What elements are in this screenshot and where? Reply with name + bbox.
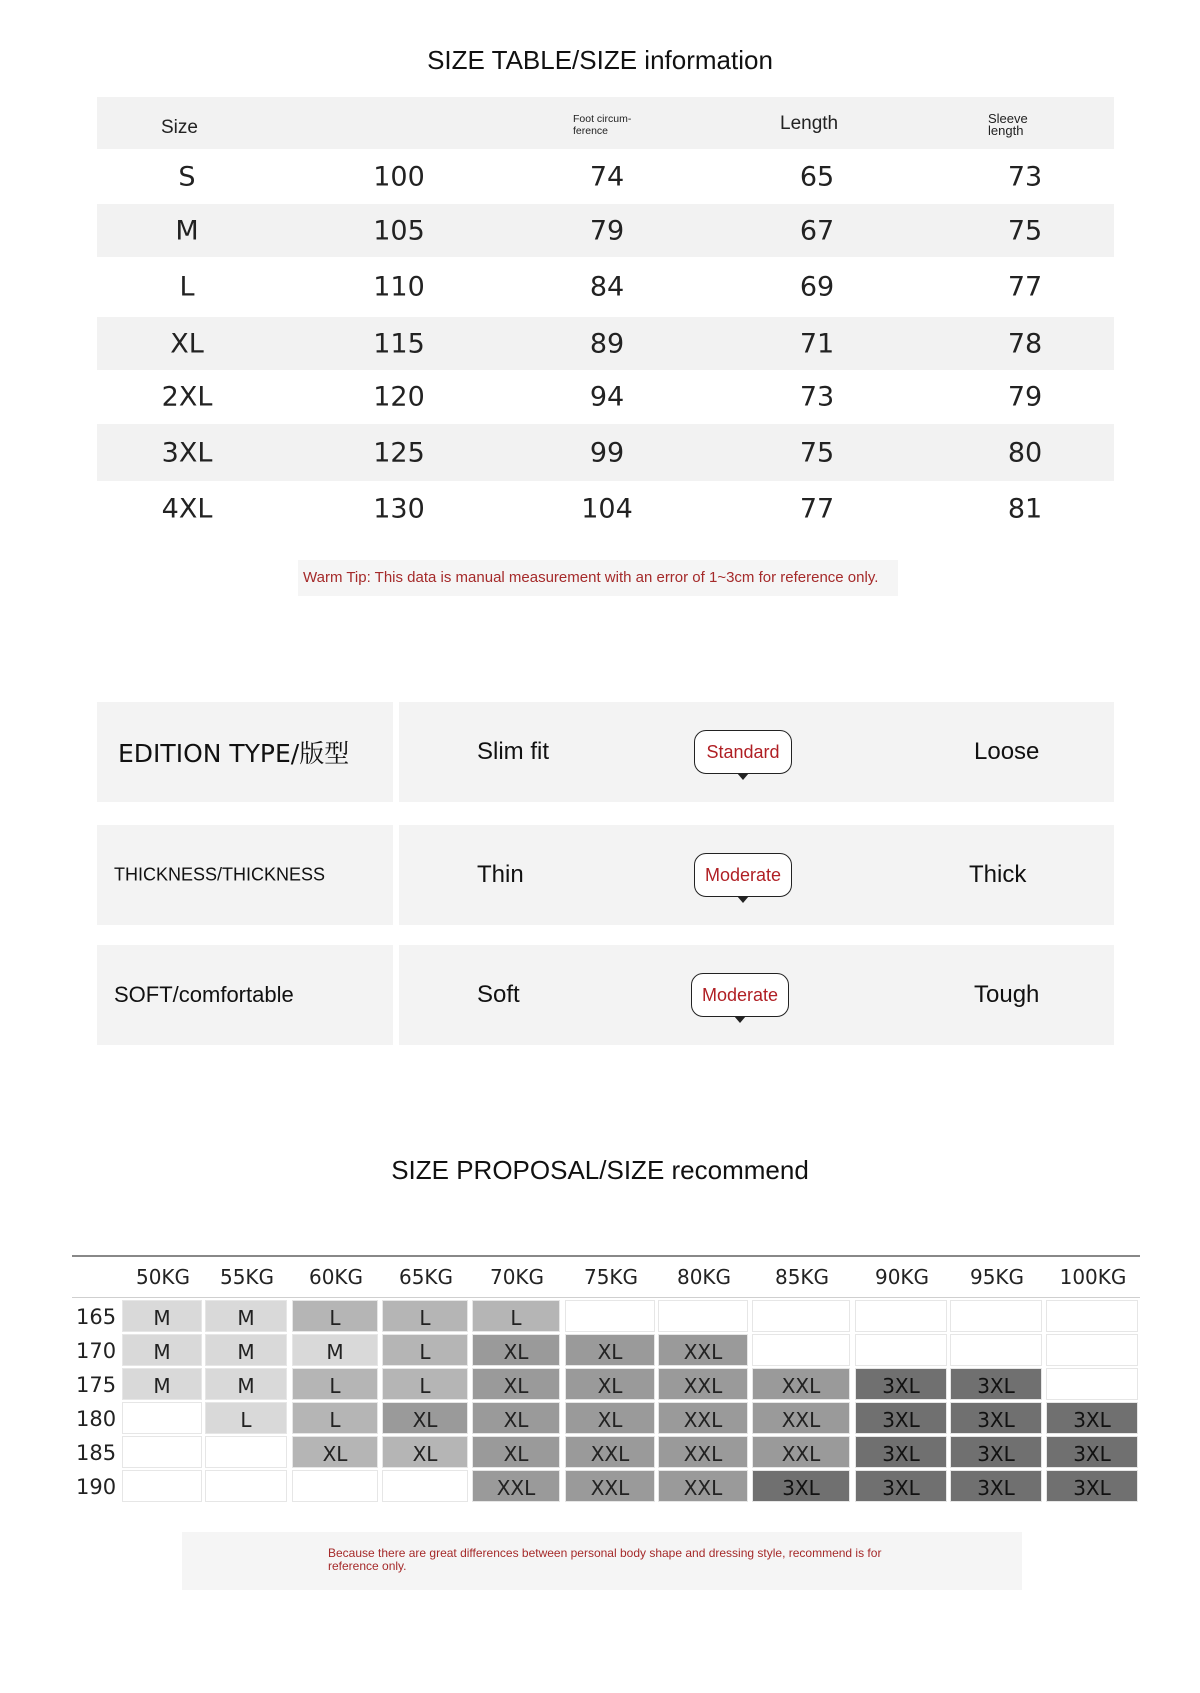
cell-sleeve: 77 <box>1007 271 1043 303</box>
cell-size: S <box>178 161 196 192</box>
weight-header: 85KG <box>774 1265 830 1289</box>
cell-length: 69 <box>799 271 835 303</box>
size-recommend-title: SIZE PROPOSAL/SIZE recommend <box>391 1155 809 1185</box>
header-size: Size <box>161 117 198 138</box>
recommend-cell <box>382 1470 468 1502</box>
cell-bust: 125 <box>373 437 425 468</box>
cell-length: 77 <box>799 493 835 525</box>
warm-tip <box>298 560 898 596</box>
cell-size: XL <box>170 328 204 359</box>
cell-bust: 110 <box>373 271 425 303</box>
scale-selected-marker <box>691 973 789 1017</box>
cell-foot: 89 <box>589 328 625 359</box>
table-row <box>97 370 1114 424</box>
recommend-cell: 3XL <box>950 1402 1042 1434</box>
table-row <box>97 204 1114 257</box>
attribute-row <box>97 945 1114 1045</box>
cell-sleeve: 79 <box>1007 381 1043 413</box>
scale-left-option: Slim fit <box>477 738 549 765</box>
recommend-cell <box>122 1470 202 1502</box>
recommend-cell: XL <box>472 1368 560 1400</box>
recommend-cell <box>1046 1334 1138 1366</box>
recommend-cell: L <box>292 1368 378 1400</box>
cell-foot: 84 <box>589 271 625 303</box>
recommend-cell: L <box>292 1402 378 1434</box>
recommend-cell: XL <box>565 1402 655 1434</box>
cell-sleeve: 75 <box>1007 215 1043 246</box>
selected-option-label: Standard <box>706 741 780 762</box>
header-divider <box>72 1297 1140 1298</box>
recommend-cell <box>205 1470 287 1502</box>
recommend-cell: XXL <box>658 1402 748 1434</box>
cell-bust: 130 <box>373 493 425 525</box>
cell-bust: 120 <box>373 381 425 413</box>
attribute-label: THICKNESS/THICKNESS <box>114 864 326 885</box>
recommend-cell: M <box>122 1334 202 1366</box>
recommend-cell <box>950 1334 1042 1366</box>
recommend-cell <box>855 1300 947 1332</box>
size-table-body <box>97 149 1114 537</box>
cell-length: 71 <box>799 328 835 359</box>
recommend-cell: 3XL <box>1046 1436 1138 1468</box>
recommend-cell: 3XL <box>1046 1470 1138 1502</box>
cell-foot: 104 <box>581 493 633 525</box>
weight-header: 75KG <box>583 1265 639 1289</box>
cell-bust: 115 <box>373 328 425 359</box>
header-sleeve-length: Sleeve length <box>988 111 1028 138</box>
recommend-cell: M <box>205 1368 287 1400</box>
recommend-cell: XXL <box>565 1470 655 1502</box>
recommend-cell: XXL <box>658 1470 748 1502</box>
cell-length: 75 <box>799 437 835 468</box>
recommend-cell: XL <box>472 1334 560 1366</box>
recommend-cell <box>205 1436 287 1468</box>
attribute-label-box <box>97 825 393 925</box>
attribute-row <box>97 825 1114 925</box>
size-table <box>97 97 1114 537</box>
weight-header: 65KG <box>398 1265 454 1289</box>
attribute-scale <box>399 945 1114 1045</box>
scale-selected-marker <box>694 730 792 774</box>
recommend-cell: 3XL <box>950 1470 1042 1502</box>
scale-left-option: Thin <box>477 861 524 888</box>
scale-right-option: Tough <box>974 981 1040 1008</box>
height-label: 185 <box>76 1441 117 1465</box>
recommend-cell: 3XL <box>855 1470 947 1502</box>
size-table-title: SIZE TABLE/SIZE information <box>427 45 773 75</box>
table-row <box>97 149 1114 204</box>
cell-bust: 105 <box>373 215 425 246</box>
recommend-cell: XL <box>472 1436 560 1468</box>
weight-header: 50KG <box>135 1265 191 1289</box>
recommend-cell: XXL <box>472 1470 560 1502</box>
height-label: 180 <box>76 1407 117 1431</box>
recommend-cell: XXL <box>658 1334 748 1366</box>
recommend-cell: XL <box>565 1368 655 1400</box>
recommend-cell: XXL <box>658 1436 748 1468</box>
table-row <box>97 317 1114 370</box>
cell-size: 3XL <box>161 437 213 468</box>
height-label: 175 <box>76 1373 117 1397</box>
weight-header: 55KG <box>219 1265 275 1289</box>
table-row <box>97 481 1114 537</box>
recommend-cell: XL <box>382 1402 468 1434</box>
recommend-cell: L <box>382 1368 468 1400</box>
attribute-label-box <box>97 702 393 802</box>
recommend-cell: 3XL <box>950 1436 1042 1468</box>
recommend-cell <box>855 1334 947 1366</box>
height-label: 190 <box>76 1475 117 1499</box>
recommend-cell: L <box>382 1300 468 1332</box>
size-table-header <box>97 97 1114 149</box>
attribute-label-box <box>97 945 393 1045</box>
attribute-label: SOFT/comfortable <box>114 982 294 1007</box>
header-foot-circumference: Foot circum- ference <box>573 113 632 137</box>
recommend-cell: XXL <box>752 1402 850 1434</box>
recommend-cell <box>752 1300 850 1332</box>
cell-length: 73 <box>799 381 835 413</box>
recommend-cell <box>122 1436 202 1468</box>
warm-tip-text: Warm Tip: This data is manual measurement with an error of 1~3cm for reference only. <box>303 569 879 586</box>
cell-size: 4XL <box>161 493 213 525</box>
recommend-cell <box>950 1300 1042 1332</box>
recommend-cell <box>122 1402 202 1434</box>
recommend-cell: M <box>122 1300 202 1332</box>
weight-header: 80KG <box>676 1265 732 1289</box>
recommend-cell: L <box>205 1402 287 1434</box>
recommend-cell: M <box>292 1334 378 1366</box>
weight-header: 60KG <box>308 1265 364 1289</box>
scale-right-option: Loose <box>974 738 1040 765</box>
attribute-label: EDITION TYPE/版型 <box>118 739 350 768</box>
recommend-cell: XXL <box>752 1436 850 1468</box>
cell-sleeve: 73 <box>1007 161 1043 192</box>
recommend-cell: XL <box>382 1436 468 1468</box>
cell-length: 65 <box>799 161 835 192</box>
recommend-cell <box>658 1300 748 1332</box>
recommend-cell <box>1046 1300 1138 1332</box>
cell-size: 2XL <box>161 381 213 413</box>
weight-header: 95KG <box>969 1265 1025 1289</box>
recommend-cell: XL <box>292 1436 378 1468</box>
table-row <box>97 424 1114 481</box>
recommend-cell: XXL <box>565 1436 655 1468</box>
height-label: 165 <box>76 1305 117 1329</box>
recommend-note <box>182 1532 1022 1590</box>
recommend-cell: L <box>382 1334 468 1366</box>
cell-foot: 99 <box>589 437 625 468</box>
cell-sleeve: 80 <box>1007 437 1043 468</box>
scale-left-option: Soft <box>477 981 520 1008</box>
recommend-cell <box>565 1300 655 1332</box>
selected-option-label: Moderate <box>704 864 782 885</box>
recommend-cell: XL <box>472 1402 560 1434</box>
cell-foot: 79 <box>589 215 625 246</box>
recommend-cell: M <box>205 1334 287 1366</box>
scale-selected-marker <box>694 853 792 897</box>
recommend-cell <box>292 1470 378 1502</box>
recommend-cell: 3XL <box>1046 1402 1138 1434</box>
height-label: 170 <box>76 1339 117 1363</box>
recommend-cell: 3XL <box>855 1402 947 1434</box>
recommend-cell: M <box>122 1368 202 1400</box>
recommend-cell <box>752 1334 850 1366</box>
scale-right-option: Thick <box>969 861 1027 888</box>
recommend-cell: M <box>205 1300 287 1332</box>
recommend-cell: 3XL <box>752 1470 850 1502</box>
attribute-scale <box>399 702 1114 802</box>
cell-length: 67 <box>799 215 835 246</box>
selected-option-label: Moderate <box>701 984 779 1005</box>
cell-size: M <box>175 215 199 246</box>
weight-header: 70KG <box>489 1265 545 1289</box>
attribute-scale <box>399 825 1114 925</box>
attribute-row <box>97 702 1114 802</box>
recommend-cell: L <box>472 1300 560 1332</box>
recommend-cell: 3XL <box>855 1436 947 1468</box>
recommend-cell: XXL <box>658 1368 748 1400</box>
header-length: Length <box>780 113 839 134</box>
cell-foot: 74 <box>589 161 625 192</box>
cell-sleeve: 81 <box>1007 493 1043 525</box>
cell-sleeve: 78 <box>1007 328 1043 359</box>
cell-foot: 94 <box>589 381 625 413</box>
weight-header: 90KG <box>874 1265 930 1289</box>
recommend-cell <box>1046 1368 1138 1400</box>
recommend-cell: 3XL <box>950 1368 1042 1400</box>
recommend-cell: XXL <box>752 1368 850 1400</box>
recommend-cell: L <box>292 1300 378 1332</box>
cell-bust: 100 <box>373 161 425 192</box>
cell-size: L <box>179 271 195 303</box>
recommend-cell: XL <box>565 1334 655 1366</box>
recommend-cell: 3XL <box>855 1368 947 1400</box>
recommend-note-text: Because there are great differences between personal body shape and dressing style, recommend is for reference only. <box>328 1546 882 1573</box>
weight-header: 100KG <box>1059 1265 1127 1289</box>
table-row <box>97 257 1114 317</box>
